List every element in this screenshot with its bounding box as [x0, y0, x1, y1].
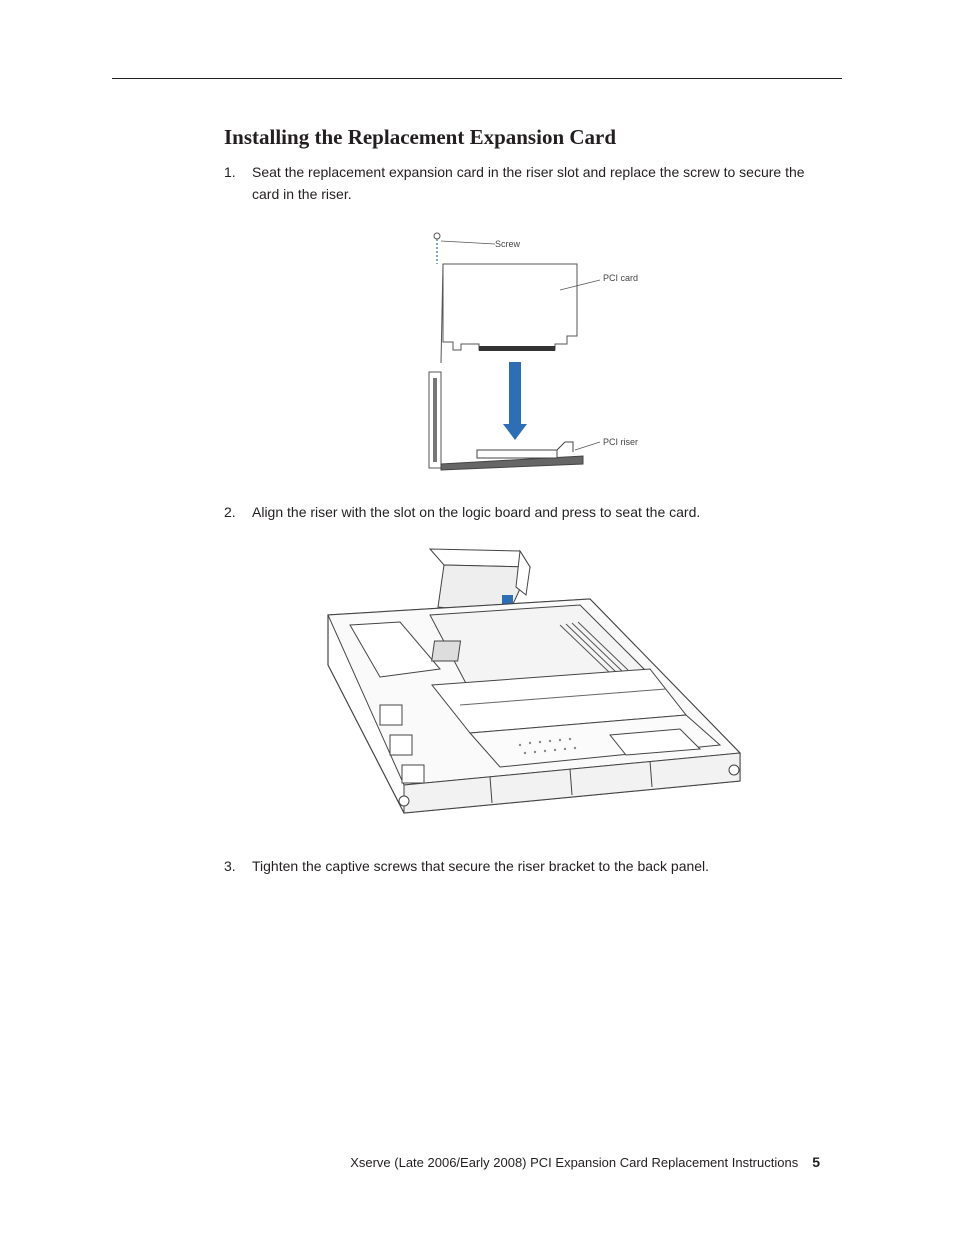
insert-arrow-icon	[503, 362, 527, 440]
card-edge-connector	[479, 346, 555, 351]
front-thumbscrew-icon	[399, 796, 409, 806]
step-number: 1.	[224, 164, 236, 180]
section-heading: Installing the Replacement Expansion Card	[224, 125, 617, 149]
footer-title: Xserve (Late 2006/Early 2008) PCI Expansion Card Replacement Instructions	[350, 1155, 799, 1170]
pci-card-riser-diagram	[415, 228, 645, 473]
header-rule	[112, 78, 842, 79]
front-thumbscrew-icon	[729, 765, 739, 775]
riser-latch	[557, 442, 573, 452]
step-text: Tighten the captive screws that secure the riser bracket to the back panel.	[252, 858, 710, 874]
screw-leader-line	[441, 241, 495, 244]
riser-bracket-slot	[433, 378, 437, 462]
page-number: 5	[812, 1154, 820, 1170]
page-footer	[350, 1153, 820, 1172]
screw-label: Screw	[495, 239, 521, 249]
step-number: 3.	[224, 858, 236, 874]
step-text: Align the riser with the slot on the logic board and press to seat the card.	[252, 504, 701, 520]
card-label: PCI card	[603, 273, 639, 283]
xserve-chassis-diagram	[320, 545, 746, 817]
step-text: Seat the replacement expansion card in the riser slot and replace the screw to secure the card in the riser.	[252, 164, 805, 202]
screw-icon	[434, 233, 440, 264]
step-number: 2.	[224, 504, 236, 520]
heatsink	[432, 641, 461, 661]
riser-leader-line	[575, 442, 600, 450]
riser-label: PCI riser	[603, 437, 639, 447]
riser-slot	[477, 450, 557, 458]
pci-card	[443, 264, 577, 350]
